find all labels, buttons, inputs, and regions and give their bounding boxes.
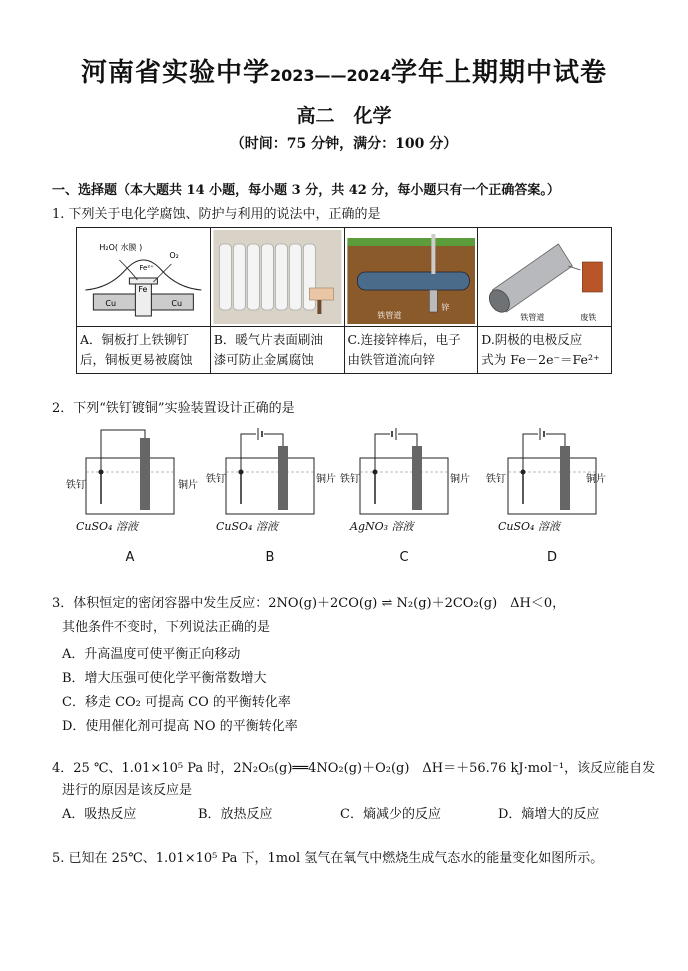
q2-stem: 2．下列“铁钉镀铜”实验装置设计正确的是	[52, 401, 295, 416]
q1-option-table	[76, 227, 612, 374]
svg-text:铜片: 铜片	[178, 480, 198, 491]
q3-option-d: D．使用催化剂可提高 NO 的平衡转化率	[62, 719, 298, 734]
o2-label: O₂	[169, 251, 179, 260]
radiator-photo	[213, 230, 342, 324]
svg-text:铁钉: 铁钉	[206, 474, 226, 485]
solution-label-b: CuSO₄ 溶液	[216, 520, 278, 533]
title-years: 2023——2024	[269, 66, 392, 85]
q1-stem: 1. 下列关于电化学腐蚀、防护与利用的说法中，正确的是	[52, 207, 381, 222]
water-film-label: H₂O( 水膜 )	[99, 243, 143, 252]
q1-option-c: C.连接锌棒后，电子 由铁管道流向锌	[344, 327, 478, 374]
svg-text:铁钉: 铁钉	[66, 480, 86, 491]
q4-option-a: A．吸热反应	[62, 807, 137, 822]
q1-option-d: D.阴极的电极反应 式为 Fe－2e⁻＝Fe²⁺	[478, 327, 612, 374]
svg-text:铜片: 铜片	[586, 474, 606, 485]
q3-option-b: B．增大压强可使化学平衡常数增大	[62, 671, 267, 686]
q1-figure-b	[210, 228, 344, 327]
q1-figure-c	[344, 228, 478, 327]
section-heading: 一、选择题（本大题共 14 小题，每小题 3 分，共 42 分，每小题只有一个正确答案。）	[52, 183, 560, 198]
exam-title: 河南省实验中学2023——2024学年上期期中试卷	[80, 58, 608, 88]
q4-option-d: D．熵增大的反应	[498, 807, 600, 822]
q1-option-a: A．铜板打上铁铆钉 后，铜板更易被腐蚀	[77, 327, 211, 374]
apparatus-letter-a: A	[125, 550, 135, 565]
exam-subtitle: 高二 化学	[296, 105, 392, 127]
cu-right-label: Cu	[171, 299, 183, 308]
apparatus-a	[60, 424, 200, 569]
svg-text:铜片: 铜片	[316, 474, 336, 485]
fe-label: Fe	[138, 285, 148, 294]
q3-stem-line2: 其他条件不变时，下列说法正确的是	[62, 620, 271, 635]
apparatus-letter-b: B	[265, 550, 275, 565]
q3-option-a: A．升高温度可使平衡正向移动	[62, 647, 241, 662]
rivet-corrosion-diagram	[79, 230, 208, 324]
apparatus-letter-c: C	[399, 550, 409, 565]
solution-label-c: AgNO₃ 溶液	[350, 520, 414, 533]
q1-figure-d	[478, 228, 612, 327]
apparatus-b	[200, 424, 340, 569]
apparatus-d	[482, 424, 622, 569]
zinc-label: 锌	[440, 303, 449, 312]
time-info: （时间：75 分钟，满分：100 分）	[230, 136, 458, 152]
scrap-iron-label: 废铁	[580, 313, 597, 322]
q1-option-b: B．暖气片表面刷油 漆可防止金属腐蚀	[210, 327, 344, 374]
solution-label-d: CuSO₄ 溶液	[498, 520, 560, 533]
svg-text:铜片: 铜片	[450, 474, 470, 485]
iron-pipe-label-d: 铁管道	[520, 313, 545, 322]
q4-stem-line2: 进行的原因是该反应是	[62, 783, 193, 798]
svg-text:铁钉: 铁钉	[486, 474, 506, 485]
q4-option-c: C．熵减少的反应	[340, 807, 441, 822]
apparatus-c	[334, 424, 474, 569]
q4-stem-line1: 4．25 ℃、1.01×10⁵ Pa 时，2N₂O₅(g)══4NO₂(g)＋O₂(g) ΔH＝＋56.76 kJ·mol⁻¹，该反应能自发	[52, 761, 656, 776]
fe2-label: Fe²⁺	[139, 264, 154, 272]
q1-figure-a	[77, 228, 211, 327]
buried-pipe-zinc-diagram	[347, 230, 476, 324]
q4-option-b: B．放热反应	[198, 807, 273, 822]
q3-option-c: C．移走 CO₂ 可提高 CO 的平衡转化率	[62, 695, 291, 710]
iron-pipe-label: 铁管道	[376, 311, 401, 320]
svg-text:铁钉: 铁钉	[340, 474, 360, 485]
apparatus-letter-d: D	[546, 550, 557, 565]
pipe-scrap-iron-diagram	[480, 230, 609, 324]
q5-stem: 5. 已知在 25℃、1.01×10⁵ Pa 下，1mol 氢气在氧气中燃烧生成气态水的能量变化如图所示。	[52, 851, 604, 866]
cu-left-label: Cu	[105, 299, 117, 308]
solution-label-a: CuSO₄ 溶液	[76, 520, 138, 533]
q3-stem-line1: 3．体积恒定的密闭容器中发生反应：2NO(g)＋2CO(g) ⇌ N₂(g)＋2CO₂(g) ΔH＜0，	[52, 596, 566, 611]
